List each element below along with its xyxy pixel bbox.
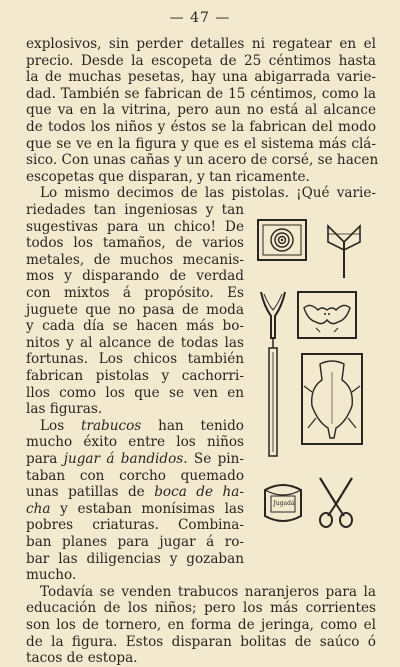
- text-line: de todos los niños y éstos se la fabrican del modo: [26, 119, 376, 135]
- box-label: Jugadá: [273, 500, 295, 507]
- target-box-icon: [256, 218, 308, 262]
- text-line: mucho éxito entre los niños: [26, 434, 244, 451]
- page-number: — 47 —: [169, 10, 231, 26]
- text-line: que va en la vitrina, pero aun no está al alcance: [26, 102, 376, 119]
- text-line: pobres criaturas. Combina-: [26, 517, 244, 534]
- bat-panel-icon: [296, 290, 358, 340]
- text-line: fortunas. Los chicos también: [26, 351, 244, 368]
- text-line: Todavía se venden trabucos naranjeros para la: [40, 583, 376, 600]
- text-line: con mixtos á propósito. Es: [26, 285, 244, 301]
- text-line: escopetas que disparan, y tan ricamente.: [26, 168, 310, 185]
- box-figure: [262, 478, 304, 526]
- text-line: sico. Con unas cañas y un acero de corsé, se hacen: [26, 152, 379, 169]
- text-line: metales, de muchos mecanis-: [26, 251, 244, 268]
- text-line: de la figura. Estos disparan bolitas de saúco ó: [26, 633, 376, 650]
- target-box-figure: [256, 218, 308, 262]
- bat-figure: [296, 290, 358, 340]
- pelt-figure: [300, 352, 364, 446]
- text-line: que se ve en la figura y que es el sistema más clá-: [26, 135, 376, 152]
- slingshot-stick-figure: [258, 288, 288, 460]
- text-line: riedades tan ingeniosas y tan: [26, 202, 244, 218]
- text-line: fabrican pistolas y cachorri-: [26, 368, 244, 384]
- text-line: educación de los niños; pero los más corrientes: [26, 600, 376, 617]
- text-line: unas patillas de boca de ha-: [26, 484, 244, 501]
- dart-fletching-icon: [320, 220, 368, 280]
- scissors-icon: [314, 474, 360, 530]
- text-line: explosivos, sin perder detalles ni regatear en el: [26, 36, 376, 52]
- text-line: cha y estaban monísimas las: [26, 500, 244, 517]
- text-line: sugestivas para un chico! De: [26, 218, 244, 235]
- scissors-figure: [314, 474, 360, 530]
- text-line: tacos de estopa.: [26, 650, 138, 667]
- text-line: Lo mismo decimos de las pistolas. ¡Qué varie-: [40, 185, 376, 202]
- text-line: ban planes para jugar á ro-: [26, 534, 244, 550]
- text-line: y cada día se hacen más bo-: [26, 318, 244, 335]
- text-line: precio. Desde la escopeta de 25 céntimos hasta: [26, 52, 376, 69]
- text-line: son los de tornero, en forma de jeringa, como el: [26, 617, 376, 633]
- text-line: taban con corcho quemado: [26, 467, 244, 484]
- text-line: la de muchas pesetas, hay una abigarrada varie-: [26, 69, 376, 86]
- text-line: mos y disparando de verdad: [26, 268, 244, 285]
- text-line: juguete que no pasa de moda: [26, 301, 244, 318]
- text-line: llos como los que se ven en: [26, 384, 244, 401]
- slingshot-fork-icon: [258, 288, 288, 460]
- text-line: dad. También se fabrican de 15 céntimos, como la: [26, 85, 376, 102]
- text-line: bar las diligencias y gozaban: [26, 550, 244, 567]
- dart-figure: [320, 220, 368, 280]
- text-line: las figuras.: [26, 401, 103, 418]
- text-line: Los trabucos han tenido: [40, 417, 244, 434]
- text-line: todos los tamaños, de varios: [26, 235, 244, 252]
- pelt-panel-icon: [300, 352, 364, 446]
- text-line: mucho.: [26, 567, 77, 584]
- text-line: para jugar á bandidos. Se pin-: [26, 451, 245, 467]
- text-line: nitos y al alcance de todas las: [26, 334, 244, 351]
